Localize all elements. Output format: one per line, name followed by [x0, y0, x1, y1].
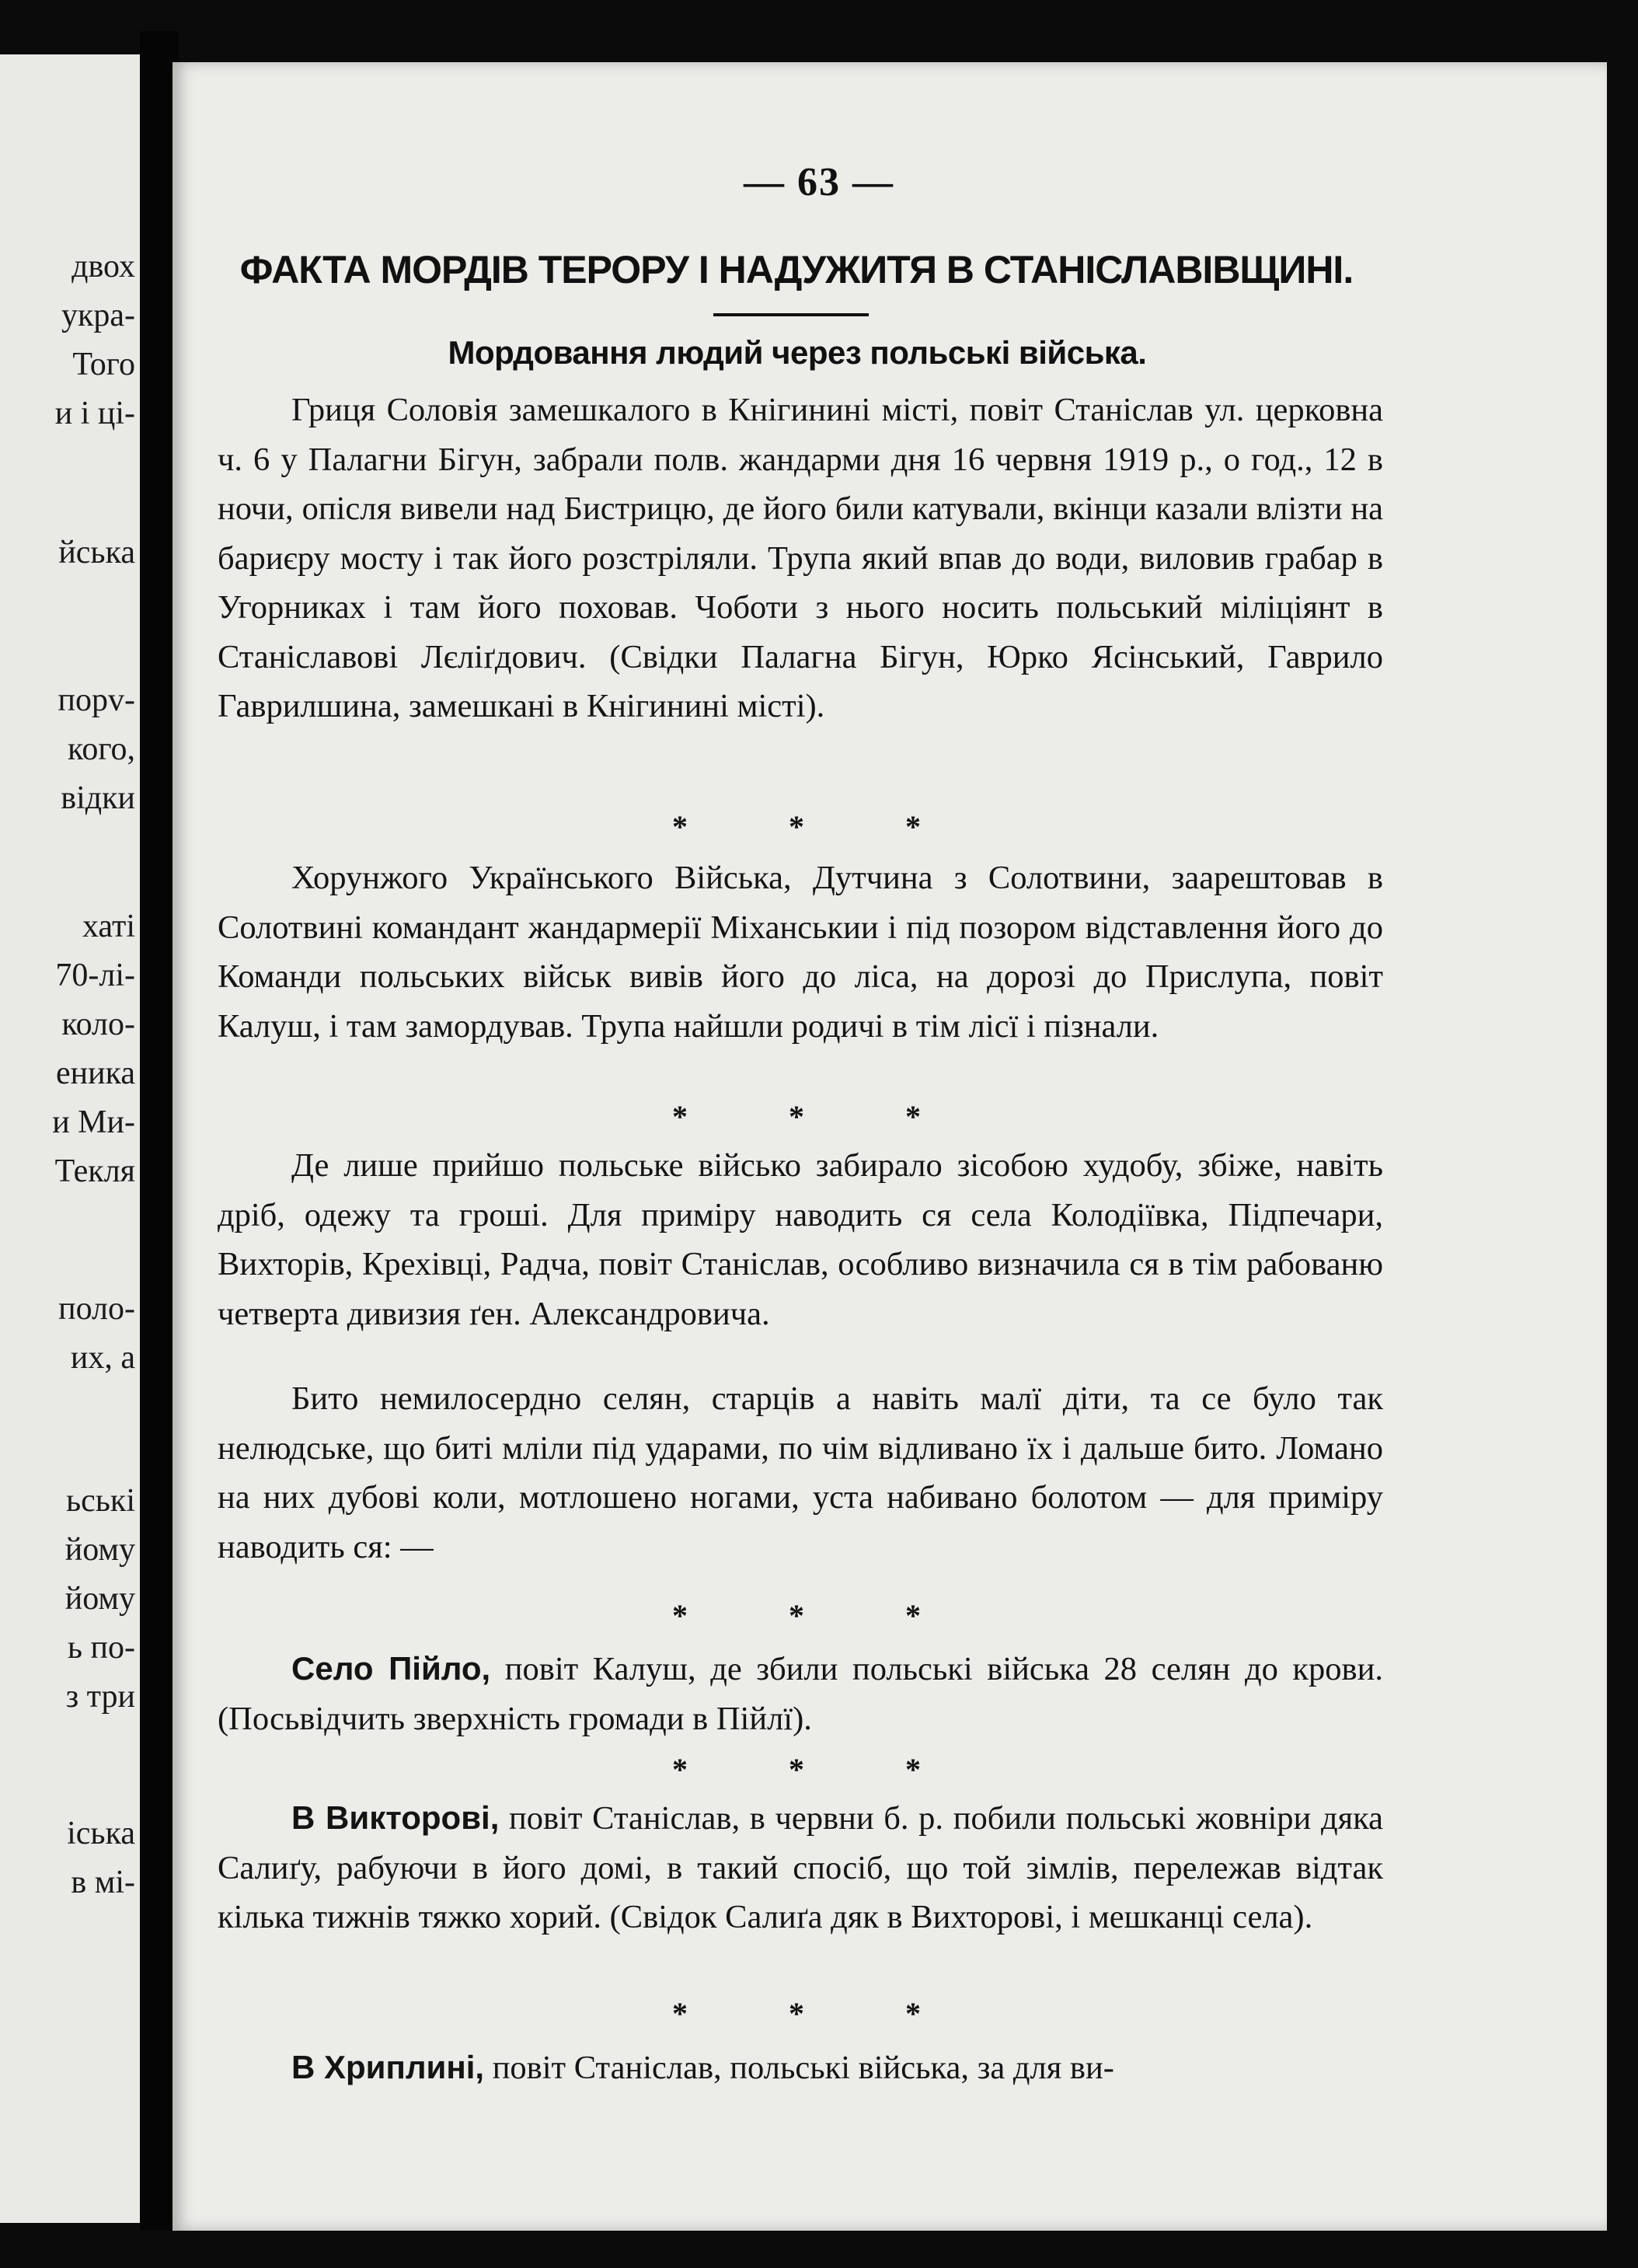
place-name: Село Пійло, — [291, 1650, 491, 1687]
left-page-line: Текля — [54, 1153, 135, 1189]
paragraph: Хорунжого Українського Війська, Дутчина з Солотвини, заарештовав в Солотвині командант жандармерії Міханськии і під позором відставлення його до Команди польських військ вивів його до ліса, на дорозі до Прислупа, повіт Калуш, і там замордував. Трупа найшли родичі в тім лісї і пізнали. — [218, 860, 1383, 1045]
left-page-line: 70-лі- — [55, 958, 135, 993]
page-title: ФАКТА МОРДІВ ТЕРОРУ І НАДУЖИТЯ В СТАНІСЛАВІВЩИНІ. — [239, 248, 1354, 291]
section-separator — [668, 1751, 925, 1788]
left-page-line: кого, — [68, 731, 135, 767]
asterisk: * — [672, 1099, 688, 1134]
left-page-line: йому — [64, 1581, 135, 1617]
paragraph-text: повіт Станіслав, в червни б. р. побили польські жовніри дяка Салиґу, рабуючи в його домі, в такий спосіб, що той зімлів, перележав відтак кілька тижнів тяжко хорий. (Свідок Салиґа дяк в Вихторові, і мешканці села). — [218, 1800, 1383, 1935]
left-page-line: з три — [65, 1679, 135, 1715]
section-separator — [668, 1098, 925, 1135]
paragraph-text: повіт Калуш, де збили польські війська 28 селян до крови. (Посьвідчить зверхність громади в Пійлї). — [218, 1651, 1383, 1737]
left-page-line: еника — [55, 1055, 135, 1091]
asterisk: * — [789, 1099, 804, 1134]
asterisk: * — [672, 1752, 688, 1787]
left-page-line: іська — [67, 1816, 135, 1851]
left-page-fragment — [0, 54, 140, 2223]
asterisk: * — [789, 809, 804, 844]
asterisk: * — [789, 1598, 804, 1633]
left-page-line: и Ми- — [52, 1104, 135, 1140]
left-page-line: укра- — [61, 298, 135, 333]
paragraph: Бито немилосердно селян, старців а навіть малї діти, та се було так нелюдське, що биті мліли під ударами, по чім відливано їх і дальше бито. Ломано на них дубові коли, мотлошено ногами, уста набивано болотом — для приміру наводить ся: — — [218, 1380, 1383, 1565]
paragraph — [218, 2043, 1383, 2093]
left-page-line: хаті — [82, 909, 135, 944]
left-page-line: и і ці- — [54, 396, 135, 431]
left-page-line: их, а — [70, 1340, 135, 1376]
paragraph: Де лише прийшо польське військо забирало зісобою худобу, збіже, навіть дріб, одежу та гроші. Для приміру наводить ся села Колодіївка, Підпечари, Вихторів, Крехівці, Радча, повіт Станіслав, особливо визначила ся в тім рабованю четверта дивизия ґен. Александровича. — [218, 1147, 1383, 1332]
title-divider — [713, 313, 869, 316]
left-page-line: йська — [58, 535, 135, 570]
asterisk: * — [905, 1099, 921, 1134]
left-page-line: Того — [72, 347, 135, 382]
asterisk: * — [905, 1598, 921, 1633]
left-page-line: в мі- — [71, 1865, 135, 1900]
asterisk: * — [789, 1752, 804, 1787]
page-number: — 63 — — [744, 160, 894, 204]
left-page-line: коло- — [61, 1007, 135, 1042]
asterisk: * — [905, 1996, 921, 2031]
paragraph-text: повіт Станіслав, польські війська, за для ви- — [484, 2050, 1114, 2086]
paragraph: Гриця Соловія замешкалого в Кнігинині місті, повіт Станіслав ул. церковна ч. 6 у Палагни Бігун, забрали полв. жандарми дня 16 червня 1919 р., о год., 12 в ночи, опісля вивели над Бистрицю, де його били катували, вкінци казали влізти на бариєру мосту і так його розстріляли. Трупа який впав до води, виловив грабар в Угорниках і там його поховав. Чоботи з нього носить польський мiлiцiянт в Станіславові Лєлiґдович. (Свідки Палагна Бігун, Юрко Ясінський, Гаврило Гаврилшина, замешкані в Кнігинині місті). — [218, 392, 1383, 724]
asterisk: * — [672, 809, 688, 844]
paragraph — [218, 1644, 1383, 1743]
section-separator — [668, 1995, 925, 2032]
asterisk: * — [905, 1752, 921, 1787]
paragraph — [218, 1793, 1383, 1942]
section-separator — [668, 1597, 925, 1634]
left-page-line: ьські — [65, 1483, 135, 1519]
place-name: В Викторові, — [291, 1799, 500, 1836]
asterisk: * — [672, 1598, 688, 1633]
left-page-line: відки — [61, 780, 135, 816]
left-page-line: порv- — [58, 682, 135, 718]
section-title: Мордовання людий через польські війська. — [448, 334, 1147, 371]
asterisk: * — [905, 809, 921, 844]
left-page-line: двох — [71, 249, 135, 284]
asterisk: * — [789, 1996, 804, 2031]
left-page-line: поло- — [58, 1291, 135, 1327]
section-separator — [668, 808, 925, 845]
asterisk: * — [672, 1996, 688, 2031]
left-page-line: йому — [64, 1532, 135, 1568]
left-page-line: ь по- — [67, 1630, 135, 1666]
place-name: В Хриплині, — [291, 2049, 485, 2085]
